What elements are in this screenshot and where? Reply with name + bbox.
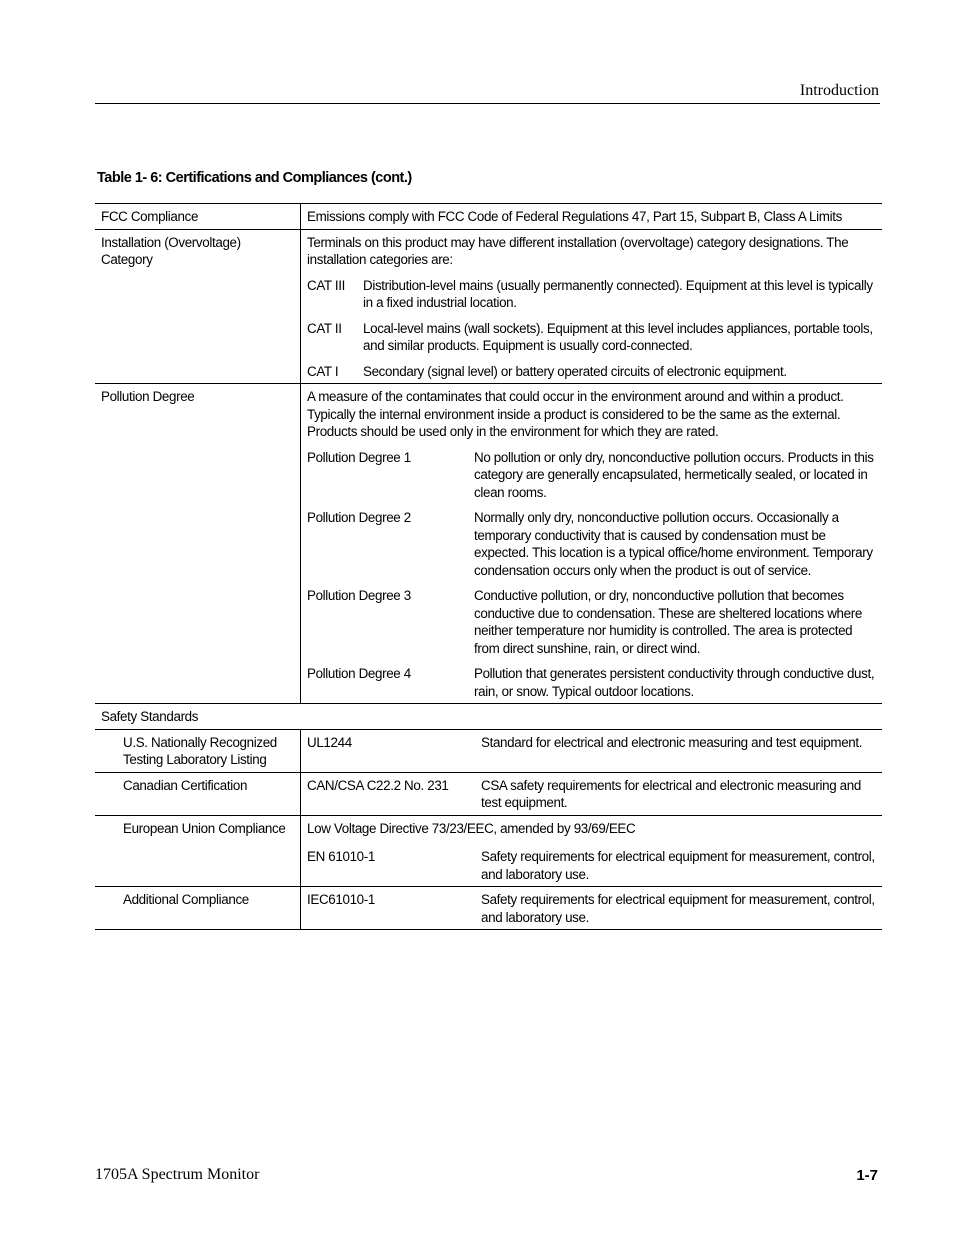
degree-key: Pollution Degree 1	[307, 449, 411, 465]
degree-key: Pollution Degree 4	[307, 666, 411, 681]
footer-product-name: 1705A Spectrum Monitor	[95, 1166, 260, 1183]
certifications-table	[95, 203, 882, 930]
row-label: Pollution Degree	[95, 384, 301, 703]
table-title: Table 1- 6: Certifications and Compliances (cont.)	[97, 170, 412, 186]
list-item	[307, 665, 876, 700]
category-key: CAT I	[307, 363, 339, 379]
row-label: FCC Compliance	[95, 204, 301, 229]
list-item	[307, 587, 876, 657]
table-row	[95, 773, 882, 816]
row-label: Installation (Overvoltage) Category	[95, 230, 301, 384]
category-key: CAT III	[307, 277, 345, 293]
category-text: Distribution-level mains (usually permanently connected). Equipment at this level is typically in a fixed industrial location.	[363, 277, 873, 310]
table-row	[95, 816, 882, 888]
standard-id: CAN/CSA C22.2 No. 231	[307, 777, 449, 793]
row-label: Canadian Certification	[95, 773, 301, 815]
table-row-safety-header	[95, 704, 882, 730]
standard-text: Safety requirements for electrical equipment for measurement, control, and laboratory use.	[481, 892, 875, 925]
standard-id: UL1244	[307, 734, 352, 750]
pollution-intro: A measure of the contaminates that could occur in the environment around and within a product. Typically the internal environment inside a product is considered to be the same as the external. Products should be used only in the environment for which they are rated.	[307, 389, 844, 439]
running-header: Introduction	[799, 82, 879, 99]
list-item	[307, 320, 876, 355]
standard-text: Safety requirements for electrical equipment for measurement, control, and laboratory use.	[481, 849, 875, 882]
degree-text: Normally only dry, nonconductive pollution occurs. Occasionally a temporary conductivity that is caused by condensation must be expected. This location is a typical office/home environment. Temporary condensation occurs only when the product is out of service.	[474, 510, 873, 578]
table-row-installation	[95, 230, 882, 385]
degree-key: Pollution Degree 2	[307, 510, 411, 525]
table-row	[95, 887, 882, 930]
degree-key: Pollution Degree 3	[307, 588, 411, 603]
degree-text: No pollution or only dry, nonconductive pollution occurs. Products in this category are generally encapsulated, hermetically sealed, or located in clean rooms.	[474, 449, 874, 500]
installation-intro: Terminals on this product may have different installation (overvoltage) category designations. The installation categories are:	[307, 234, 849, 267]
row-label: Additional Compliance	[95, 887, 301, 929]
list-item	[307, 509, 876, 579]
standard-id: EN 61010-1	[307, 849, 375, 864]
table-row-fcc	[95, 204, 882, 230]
row-value	[301, 773, 882, 815]
row-label: European Union Compliance	[95, 816, 301, 887]
category-key: CAT II	[307, 320, 342, 336]
standard-id: IEC61010-1	[307, 892, 375, 907]
standard-text: CSA safety requirements for electrical and electronic measuring and test equipment.	[481, 777, 861, 810]
standard-text: Standard for electrical and electronic measuring and test equipment.	[481, 734, 863, 750]
degree-text: Conductive pollution, or dry, nonconductive pollution that becomes conductive due to condensation. These are sheltered locations where neither temperature nor humidity is controlled. The area is protected from direct sunshine, rain, or direct wind.	[474, 588, 862, 656]
list-item	[307, 449, 876, 502]
category-text: Local-level mains (wall sockets). Equipment at this level includes appliances, portable tools, and similar products. Equipment is usually cord-connected.	[363, 320, 873, 353]
row-label: U.S. Nationally Recognized Testing Laboratory Listing	[95, 730, 301, 772]
header-rule	[95, 103, 880, 104]
row-value	[301, 384, 882, 703]
row-value	[301, 730, 882, 772]
degree-text: Pollution that generates persistent conductivity through conductive dust, rain, or snow. Typical outdoor locations.	[474, 666, 875, 699]
row-value	[301, 816, 882, 887]
row-value	[301, 230, 882, 384]
category-text: Secondary (signal level) or battery operated circuits of electronic equipment.	[363, 363, 787, 379]
list-item	[307, 363, 876, 381]
row-value	[301, 887, 882, 929]
table-row-pollution	[95, 384, 882, 704]
section-label: Safety Standards	[101, 709, 199, 724]
table-row	[95, 730, 882, 773]
list-item	[307, 277, 876, 312]
row-value: Emissions comply with FCC Code of Federal Regulations 47, Part 15, Subpart B, Class A Limits	[307, 209, 842, 224]
directive-text: Low Voltage Directive 73/23/EEC, amended by 93/69/EEC	[307, 820, 636, 836]
footer-page-number: 1-7	[856, 1167, 878, 1184]
